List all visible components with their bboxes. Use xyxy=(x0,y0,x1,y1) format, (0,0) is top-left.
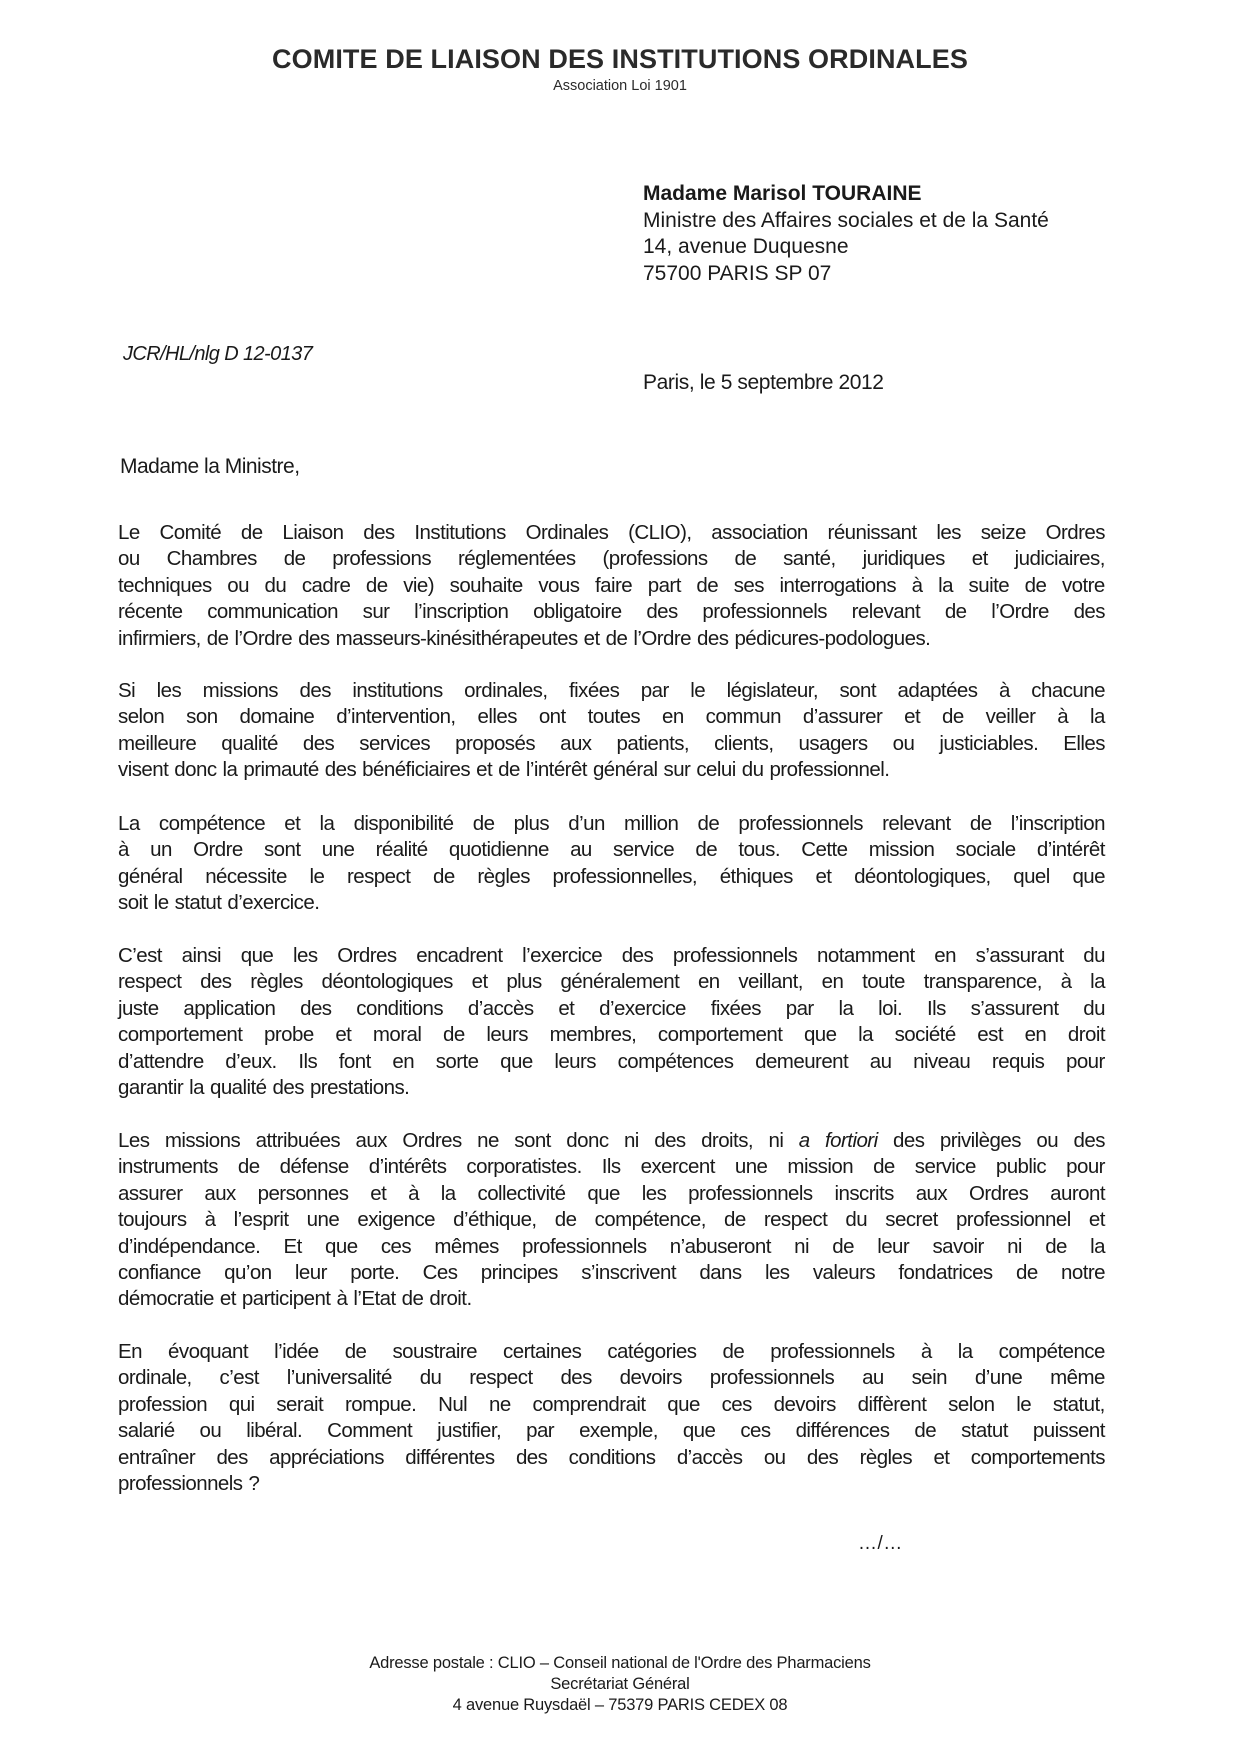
footer-address xyxy=(0,1653,1240,1716)
paragraph-line: La compétence et la disponibilité de plus d’un million de professionnels relevant de l’inscription xyxy=(118,812,1105,835)
letter-reference: JCR/HL/nlg D 12-0137 xyxy=(123,343,313,365)
paragraph-3 xyxy=(118,811,1105,917)
paragraph-line: confiance qu’on leur porte. Ces principes s’inscrivent dans les valeurs fondatrices de notre xyxy=(118,1260,1105,1284)
organization-title: COMITE DE LIAISON DES INSTITUTIONS ORDINALES xyxy=(272,44,968,74)
salutation: Madame la Ministre, xyxy=(120,455,300,478)
paragraph-line: général nécessite le respect de règles professionnelles, éthiques et déontologiques, quel que xyxy=(118,864,1105,888)
paragraph-line: d’indépendance. Et que ces mêmes professionnels n’abuseront ni de leur savoir ni de la xyxy=(118,1234,1105,1258)
paragraph-line: garantir la qualité des prestations. xyxy=(118,1075,410,1099)
paragraph-line: techniques ou du cadre de vie) souhaite vous faire part de ses interrogations à la suite de votre xyxy=(118,573,1105,597)
paragraph-line: soit le statut d’exercice. xyxy=(118,891,320,915)
paragraph-line: instruments de défense d’intérêts corporatistes. Ils exercent une mission de service public pour xyxy=(118,1155,1105,1179)
paragraph-line: entraîner des appréciations différentes des conditions d’accès ou des règles et comportements xyxy=(118,1445,1105,1469)
organization-subtitle: Association Loi 1901 xyxy=(553,78,687,94)
paragraph-line: C’est ainsi que les Ordres encadrent l’exercice des professionnels notamment en s’assurant du xyxy=(118,944,1105,967)
paragraph-line: respect des règles déontologiques et plus généralement en veillant, en toute transparence, à la xyxy=(118,970,1105,994)
paragraph-line: ordinale, c’est l’universalité du respect des devoirs professionnels au sein d’une même xyxy=(118,1366,1105,1390)
page-continuation-mark: …/… xyxy=(858,1533,903,1554)
recipient-street: 14, avenue Duquesne xyxy=(643,235,849,258)
paragraph-line: comportement probe et moral de leurs membres, comportement que la société est en droit xyxy=(118,1023,1105,1047)
paragraph-line: meilleure qualité des services proposés aux patients, clients, usagers ou justiciables. Elles xyxy=(118,731,1105,755)
paragraph-6 xyxy=(118,1339,1105,1497)
paragraph-line: infirmiers, de l’Ordre des masseurs-kinésithérapeutes et de l’Ordre des pédicures-podologues. xyxy=(118,626,931,650)
paragraph-line: démocratie et participent à l’Etat de droit. xyxy=(118,1287,472,1311)
paragraph-line: En évoquant l’idée de soustraire certaines catégories de professionnels à la compétence xyxy=(118,1340,1105,1363)
paragraph-line: à un Ordre sont une réalité quotidienne au service de tous. Cette mission sociale d’intérêt xyxy=(118,838,1105,862)
paragraph-line: selon son domaine d’intervention, elles ont toutes en commun d’assurer et de veiller à la xyxy=(118,705,1105,729)
footer-line-postal: Adresse postale : CLIO – Conseil national de l'Ordre des Pharmaciens xyxy=(369,1654,871,1672)
paragraph-5 xyxy=(118,1128,1105,1313)
paragraph-line: toujours à l’esprit une exigence d’éthique, de compétence, de respect du secret professionnel et xyxy=(118,1208,1105,1232)
paragraph-line: juste application des conditions d’accès et d’exercice fixées par la loi. Ils s’assurent du xyxy=(118,996,1105,1020)
recipient-address-block xyxy=(643,181,1049,287)
paragraph-line: professionnels ? xyxy=(118,1471,260,1495)
letter-date: Paris, le 5 septembre 2012 xyxy=(643,371,884,394)
paragraph-line: visent donc la primauté des bénéficiaires et de l’intérêt général sur celui du professionnel. xyxy=(118,758,890,782)
paragraph-line: récente communication sur l’inscription obligatoire des professionnels relevant de l’Ordre des xyxy=(118,600,1105,624)
paragraph-line: salarié ou libéral. Comment justifier, par exemple, que ces différences de statut puissent xyxy=(118,1419,1105,1443)
paragraph-line: Si les missions des institutions ordinales, fixées par le législateur, sont adaptées à chacune xyxy=(118,679,1105,702)
footer-line-secretariat: Secrétariat Général xyxy=(550,1675,690,1693)
recipient-title: Ministre des Affaires sociales et de la Santé xyxy=(643,208,1049,232)
paragraph-1 xyxy=(118,520,1105,652)
recipient-name: Madame Marisol TOURAINE xyxy=(643,182,922,205)
paragraph-line: d’attendre d’eux. Ils font en sorte que leurs compétences demeurent au niveau requis pour xyxy=(118,1049,1105,1073)
paragraph-line: ou Chambres de professions réglementées (professions de santé, juridiques et judiciaires, xyxy=(118,547,1105,571)
paragraph-2 xyxy=(118,678,1105,784)
paragraph-line: assurer aux personnes et à la collectivité que les professionnels inscrits aux Ordres auront xyxy=(118,1181,1105,1205)
paragraph-4 xyxy=(118,943,1105,1101)
recipient-city: 75700 PARIS SP 07 xyxy=(643,261,832,285)
paragraph-line: Les missions attribuées aux Ordres ne sont donc ni des droits, ni a fortiori des privilèges ou des xyxy=(118,1129,1105,1152)
paragraph-line: profession qui serait rompue. Nul ne comprendrait que ces devoirs diffèrent selon le statut, xyxy=(118,1392,1105,1416)
footer-line-street: 4 avenue Ruysdaël – 75379 PARIS CEDEX 08 xyxy=(452,1696,788,1714)
paragraph-line: Le Comité de Liaison des Institutions Ordinales (CLIO), association réunissant les seize Ordres xyxy=(118,521,1105,544)
